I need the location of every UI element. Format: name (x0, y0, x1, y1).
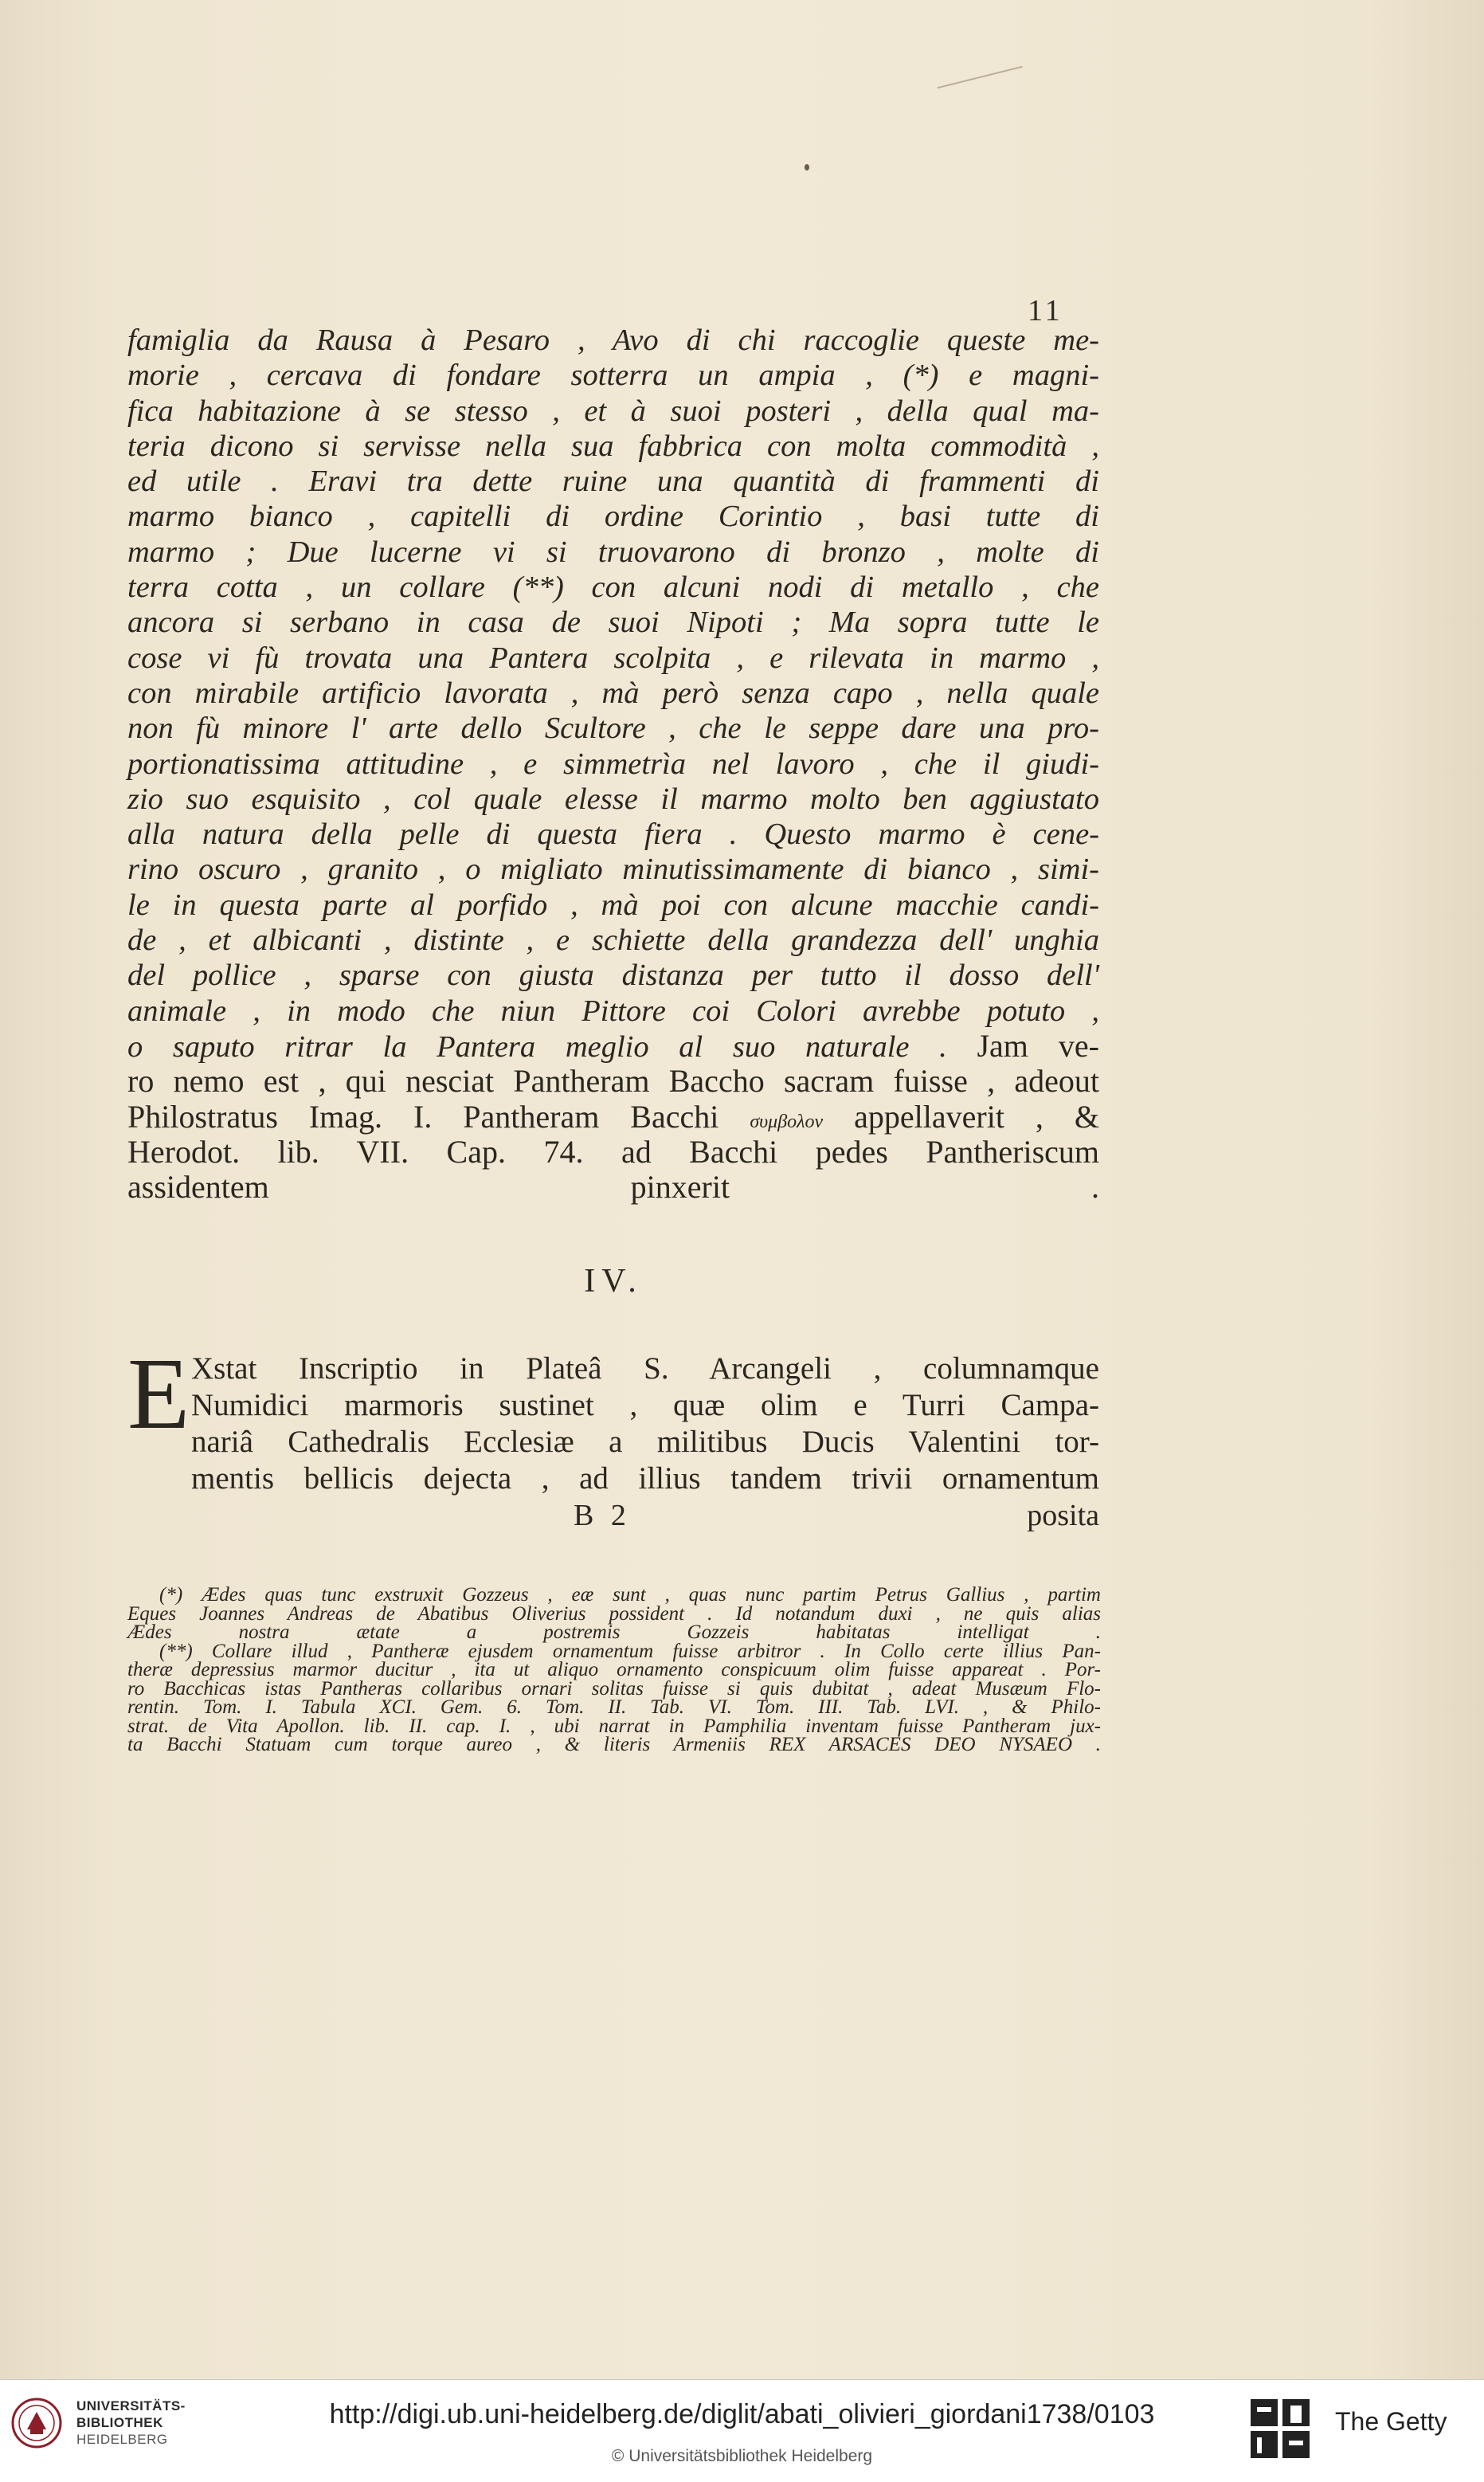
footnote-line: ro Bacchicas istas Pantheras collaribus ornari solitas fuisse si quis dubitat , adeat Musæum Flo- (127, 1677, 1101, 1700)
footnote-line: ta Bacchi Statuam cum torque aureo , & literis Armeniis REX ARSACES DEO NYSAEO . (127, 1734, 1101, 1755)
text-run: marmo ; Due lucerne vi si truovarono di bronzo , molte di (127, 535, 1099, 569)
text-run: Herodot. lib. VII. Cap. 74. ad Bacchi pedes Pantheriscum (127, 1133, 1099, 1170)
text-run: animale , in modo che niun Pittore coi Colori avrebbe potuto , (127, 994, 1099, 1028)
section-line: Xstat Inscriptio in Plateâ S. Arcangeli , columnamque (191, 1351, 1099, 1386)
text-line (127, 676, 1099, 711)
permalink-url[interactable]: http://digi.ub.uni-heidelberg.de/diglit/abati_olivieri_giordani1738/0103 (329, 2399, 1155, 2429)
text-run: Philostratus Imag. I. Pantheram Bacchi (127, 1098, 750, 1135)
footnote-line: rentin. Tom. I. Tabula XCI. Gem. 6. Tom. II. Tab. VI. Tom. III. Tab. LVI. , & Philo- (127, 1696, 1101, 1718)
text-run: con mirabile artificio lavorata , mà però senza capo , nella quale (127, 676, 1099, 710)
text-line (127, 852, 1099, 887)
catchword: posita (1027, 1499, 1099, 1532)
text-line (127, 358, 1099, 393)
text-line (127, 747, 1099, 782)
section-line: nariâ Cathedralis Ecclesiæ a militibus Ducis Valentini tor- (191, 1425, 1099, 1459)
text-line (127, 1100, 1099, 1135)
text-run: famiglia da Rausa à Pesaro , Avo di chi raccoglie queste me- (127, 323, 1099, 357)
ink-dot (805, 164, 809, 171)
text-run: de , et albicanti , distinte , e schiette della grandezza dell' unghia (127, 923, 1099, 958)
text-line (127, 570, 1099, 605)
text-run: portionatissima attitudine , e simmetrìa nel lavoro , che il giudi- (127, 747, 1099, 781)
section-line: Numidici marmoris sustinet , quæ olim e Turri Campa- (191, 1388, 1099, 1422)
text-run: teria dicono si servisse nella sua fabbrica con molta commodità , (127, 429, 1099, 463)
text-line (127, 605, 1099, 640)
text-run: rino oscuro , granito , o migliato minutissimamente di bianco , simi- (127, 853, 1099, 887)
text-run: appellaverit , & (823, 1098, 1099, 1135)
text-line (127, 994, 1099, 1029)
text-line (127, 535, 1099, 570)
viewer-footer (0, 2379, 1484, 2482)
main-paragraph (127, 323, 1099, 1205)
drop-cap: E (127, 1337, 190, 1450)
section-paragraph (127, 1337, 1099, 1497)
text-run: fica habitazione à se stesso , et à suoi posteri , della qual ma- (127, 394, 1099, 428)
text-line (127, 323, 1099, 358)
text-line (127, 1029, 1099, 1064)
text-line (127, 817, 1099, 852)
text-run: ancora si serbano in casa de suoi Nipoti ; Ma sopra tutte le (127, 606, 1099, 640)
footnotes (127, 1586, 1101, 1755)
text-run: morie , cercava di fondare sotterra un ampia , (*) e magni- (127, 359, 1099, 393)
text-line (127, 1064, 1099, 1099)
text-line (127, 1170, 1099, 1205)
text-run: terra cotta , un collare (**) con alcuni nodi di metallo , che (127, 571, 1099, 605)
footnote-line: Ædes nostra ætate a postremis Gozzeis habitatas intelligat . (127, 1621, 1101, 1643)
text-line (127, 782, 1099, 817)
page-number: 11 (1028, 294, 1063, 327)
footnote-line: strat. de Vita Apollon. lib. II. cap. I. , ubi narrat in Pamphilia inventam fuisse Pantheram jux- (127, 1715, 1101, 1737)
text-run: alla natura della pelle di questa fiera . Questo marmo è cene- (127, 818, 1099, 852)
section-heading: IV. (584, 1263, 643, 1300)
text-line (127, 641, 1099, 676)
pencil-mark (937, 66, 1022, 89)
institution-name: UNIVERSITÄTS- BIBLIOTHEK HEIDELBERG (76, 2398, 186, 2447)
text-run: cose vi fù trovata una Pantera scolpita , e rilevata in marmo , (127, 641, 1099, 675)
text-line (127, 958, 1099, 993)
signature-mark: B 2 (574, 1499, 631, 1532)
text-run: o saputo ritrar la Pantera meglio al suo naturale . (127, 1029, 977, 1064)
text-line (127, 1135, 1099, 1170)
getty-logo-icon (1247, 2396, 1313, 2461)
footnote-line: Eques Joannes Andreas de Abatibus Oliverius possident . Id notandum duxi , ne quis alias (127, 1602, 1101, 1625)
text-run: ro nemo est , qui nesciat Pantheram Baccho sacram fuisse , adeout (127, 1063, 1099, 1100)
footnote-line: theræ depressius marmor ducitur , ita ut aliquo ornamento conspicuum olim fuisse appareat . Por- (127, 1659, 1101, 1680)
text-run: non fù minore l' arte dello Scultore , che le seppe dare una pro- (127, 712, 1099, 746)
text-run: marmo bianco , capitelli di ordine Corintio , basi tutte di (127, 500, 1099, 534)
text-run: assidentem pinxerit . (127, 1169, 1099, 1206)
text-line (127, 888, 1099, 923)
section-line: mentis bellicis dejecta , ad illius tandem trivii ornamentum (191, 1461, 1099, 1496)
footnote-line: (**) Collare illud , Pantheræ ejusdem ornamentum fuisse arbitror . In Collo certe illius Pan- (159, 1640, 1101, 1662)
text-line (127, 464, 1099, 499)
text-line (127, 394, 1099, 429)
text-line (127, 711, 1099, 746)
partner-name: The Getty (1335, 2407, 1447, 2436)
text-run: del pollice , sparse con giusta distanza per tutto il dosso dell' (127, 959, 1099, 993)
copyright-notice: © Universitätsbibliothek Heidelberg (611, 2447, 873, 2465)
text-run: Jam ve- (977, 1027, 1099, 1064)
footnote-line: (*) Ædes quas tunc exstruxit Gozzeus , eæ sunt , quas nunc partim Petrus Gallius , partim (159, 1584, 1101, 1606)
text-line (127, 429, 1099, 464)
text-line (127, 499, 1099, 534)
text-run: συμβολον (750, 1111, 824, 1132)
text-run: ed utile . Eravi tra dette ruine una quantità di frammenti di (127, 465, 1099, 499)
text-run: le in questa parte al porfido , mà poi con alcune macchie candi- (127, 888, 1099, 922)
text-line (127, 923, 1099, 958)
text-run: zio suo esquisito , col quale elesse il marmo molto ben aggiustato (127, 782, 1099, 816)
